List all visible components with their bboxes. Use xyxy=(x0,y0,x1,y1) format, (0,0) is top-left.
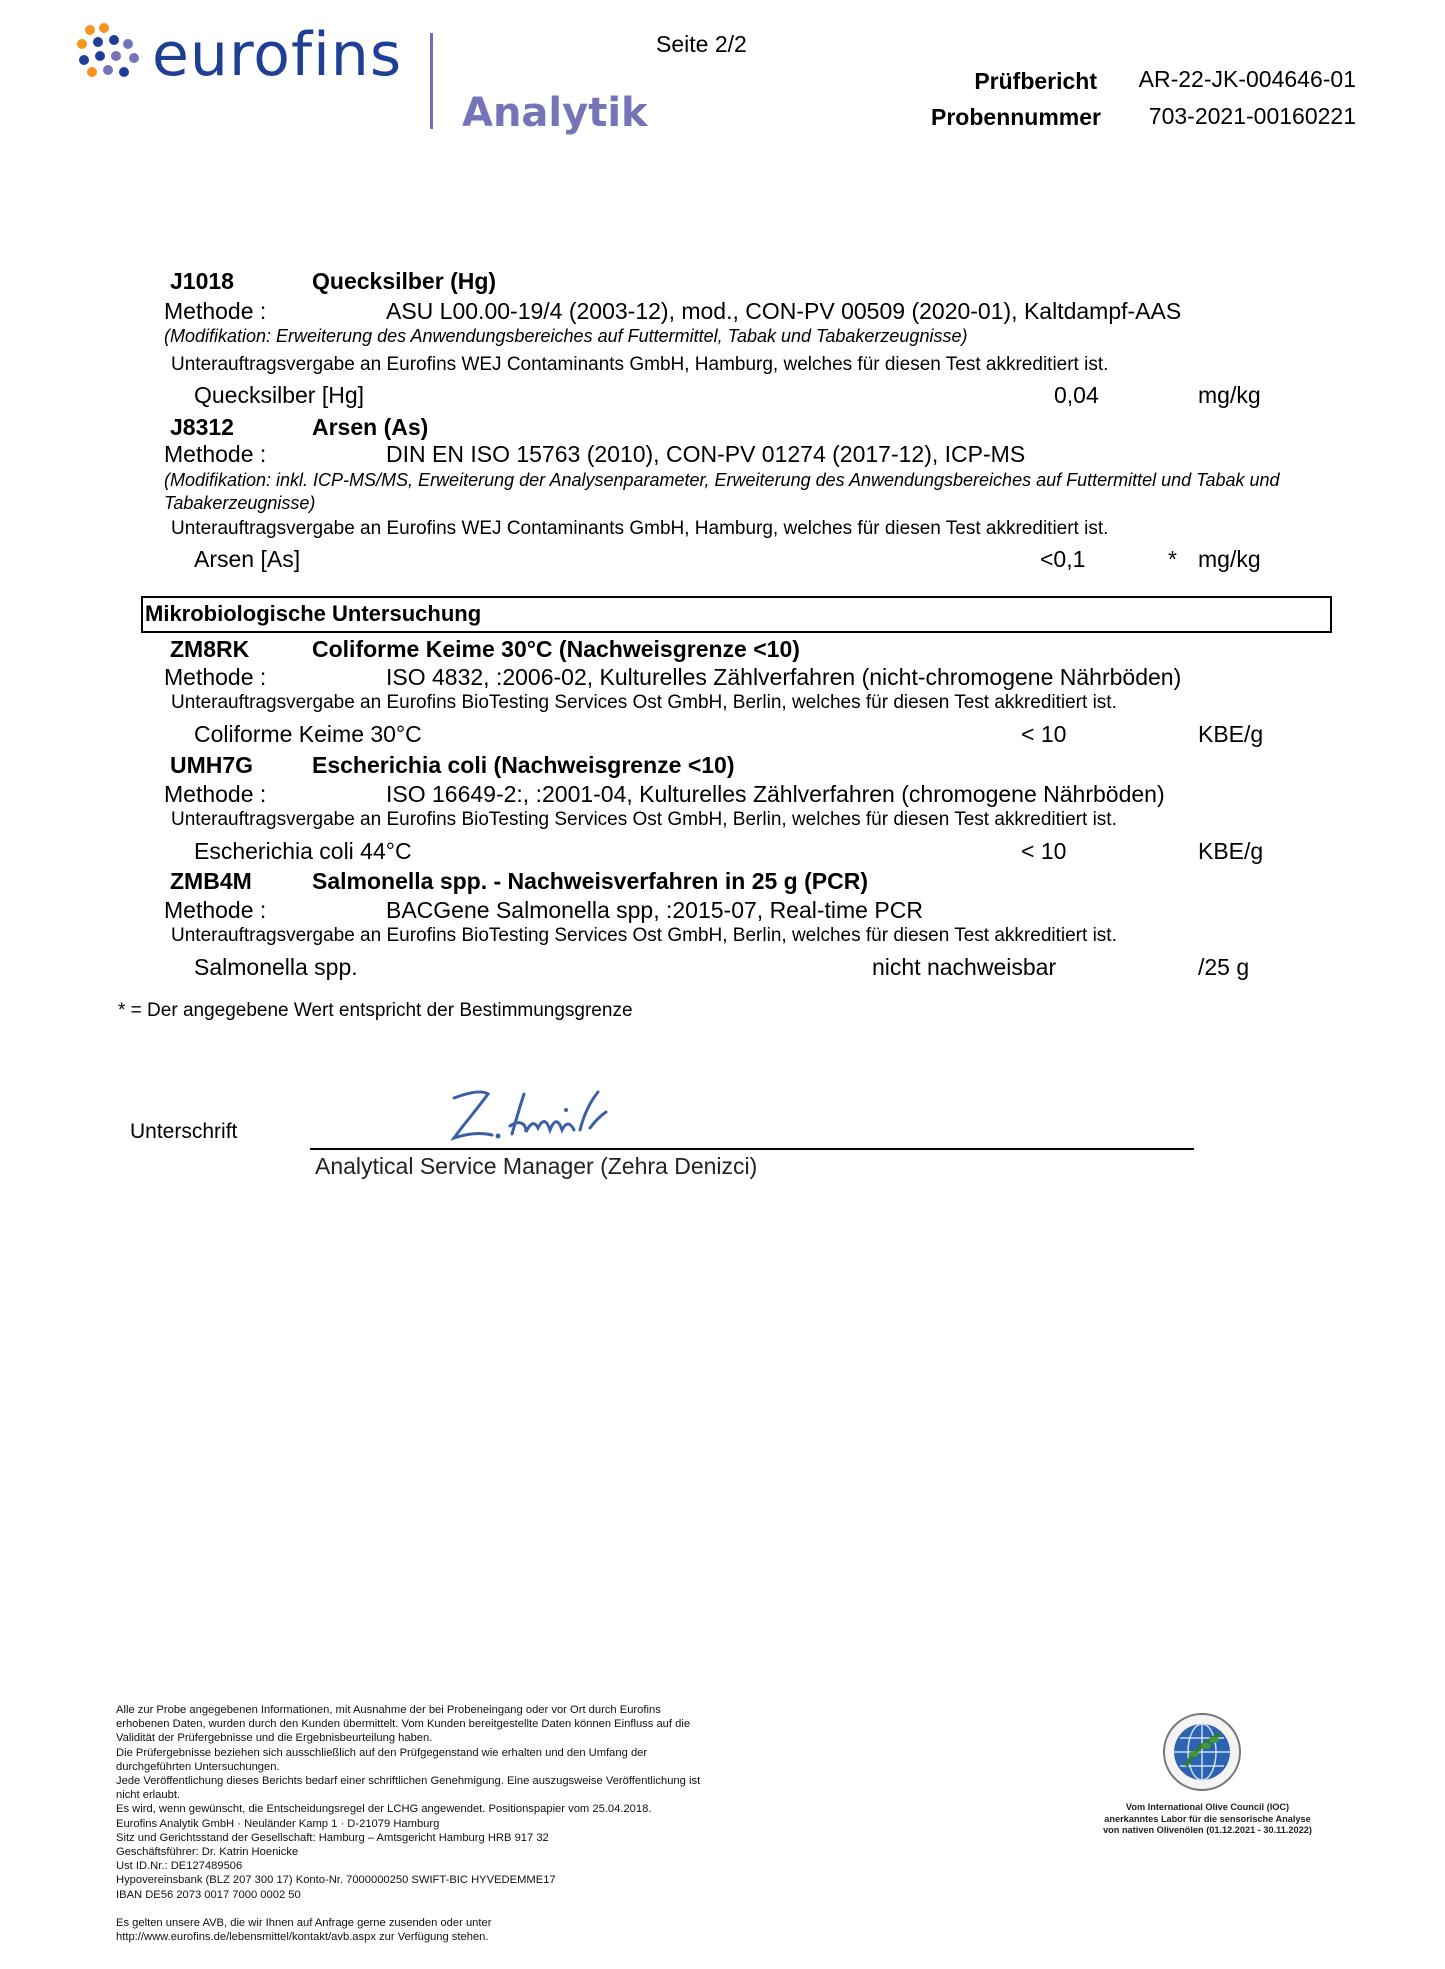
section-title: Mikrobiologische Untersuchung xyxy=(145,601,482,626)
subcontract-note: Unterauftragsvergabe an Eurofins BioTesting Services Ost GmbH, Berlin, welches für diesen Test akkreditiert ist. xyxy=(171,692,1117,713)
test-title: Escherichia coli (Nachweisgrenze <10) xyxy=(312,752,735,778)
test-code: J1018 xyxy=(170,268,234,294)
method-label: Methode : xyxy=(164,781,267,807)
method-text: BACGene Salmonella spp, :2015-07, Real-time PCR xyxy=(386,897,923,923)
result-value: 0,04 xyxy=(1054,382,1099,408)
method-modification: (Modifikation: Erweiterung des Anwendungsbereiches auf Futtermittel, Tabak und Tabakerzeugnisse) xyxy=(164,326,968,346)
eurofins-logo-mark xyxy=(74,20,146,91)
method-text: ISO 4832, :2006-02, Kulturelles Zählverfahren (nicht-chromogene Nährböden) xyxy=(386,664,1182,690)
result-value: <0,1 xyxy=(1040,546,1086,572)
subcontract-note: Unterauftragsvergabe an Eurofins WEJ Contaminants GmbH, Hamburg, welches für diesen Test akkreditiert ist. xyxy=(171,354,1109,375)
result-name: Salmonella spp. xyxy=(194,954,358,980)
subcontract-note: Unterauftragsvergabe an Eurofins BioTesting Services Ost GmbH, Berlin, welches für diesen Test akkreditiert ist. xyxy=(171,809,1117,830)
result-unit: /25 g xyxy=(1198,954,1250,980)
result-unit: mg/kg xyxy=(1198,382,1261,408)
test-title: Coliforme Keime 30°C (Nachweisgrenze <10) xyxy=(312,636,800,662)
method-text: ISO 16649-2:, :2001-04, Kulturelles Zählverfahren (chromogene Nährböden) xyxy=(386,781,1165,807)
signature-caption: Analytical Service Manager (Zehra Denizci) xyxy=(315,1153,758,1179)
result-unit: mg/kg xyxy=(1198,546,1261,572)
signature-line xyxy=(310,1148,1194,1150)
result-unit: KBE/g xyxy=(1198,721,1264,747)
method-text: DIN EN ISO 15763 (2010), CON-PV 01274 (2017-12), ICP-MS xyxy=(386,441,1026,467)
signature-label: Unterschrift xyxy=(130,1120,238,1143)
sample-label: Probennummer xyxy=(931,104,1101,130)
result-unit: KBE/g xyxy=(1198,838,1264,864)
logo-divider xyxy=(430,33,433,129)
method-label: Methode : xyxy=(164,664,267,690)
result-value: nicht nachweisbar xyxy=(872,954,1057,980)
test-code: ZMB4M xyxy=(170,868,252,894)
page-number: Seite 2/2 xyxy=(656,31,747,57)
result-name: Arsen [As] xyxy=(194,546,301,572)
report-label: Prüfbericht xyxy=(974,68,1097,94)
handwritten-signature xyxy=(440,1080,640,1155)
report-number: AR-22-JK-004646-01 xyxy=(1138,66,1356,92)
method-label: Methode : xyxy=(164,441,267,467)
test-code: J8312 xyxy=(170,414,234,440)
method-modification: (Modifikation: inkl. ICP-MS/MS, Erweiterung der Analysenparameter, Erweiterung des Anwendungsbereiches auf Futtermittel und Tabak und Tabakerzeugnisse) xyxy=(164,470,1280,513)
test-code: ZM8RK xyxy=(170,636,250,662)
legal-notice: Alle zur Probe angegebenen Informationen, mit Ausnahme der bei Probeneingang oder vor Ort durch Eurofins erhobenen Daten, wurden durch den Kunden übermittelt. Vom Kunden bereitgestellte Daten können Einfluss auf die Validität der Prüfergebnisse und die Ergebnisbeurteilung haben. Die Prüfergebnisse beziehen sich ausschließlich auf den Prüfgegenstand wie erhalten und den Umfang der durchgeführten Untersuchungen. Jede Veröffentlichung dieses Berichts bedarf einer schriftlichen Genehmigung. Eine auszugsweise Veröffentlichung ist nicht erlaubt. Es wird, wenn gewünscht, die Entscheidungsregel der LCHG angewendet. Positionspapier vom 25.04.2018. Eurofins Analytik GmbH · Neuländer Kamp 1 · D-21079 Hamburg Sitz und Gerichtsstand der Gesellschaft: Hamburg – Amtsgericht Hamburg HRB 917 32 Geschäftsführer: Dr. Katrin Hoenicke Ust ID.Nr.: DE127489506 Hypovereinsbank (BLZ 207 300 17) Konto-Nr. 7000000250 SWIFT-BIC HYVEDEMME17 IBAN DE56 2073 0017 7000 0002 50 Es gelten unsere AVB, die wir Ihnen auf Anfrage gerne zusenden oder unter http://www.eurofins.de/lebensmittel/kontakt/avb.aspx zur Verfügung stehen. xyxy=(116,1704,701,1944)
test-title: Arsen (As) xyxy=(312,414,429,440)
logo-text: eurofins xyxy=(152,20,403,90)
result-value: < 10 xyxy=(1021,721,1067,747)
method-text: ASU L00.00-19/4 (2003-12), mod., CON-PV 00509 (2020-01), Kaltdampf-AAS xyxy=(386,298,1182,324)
result-name: Quecksilber [Hg] xyxy=(194,382,365,408)
subcontract-note: Unterauftragsvergabe an Eurofins BioTesting Services Ost GmbH, Berlin, welches für diesen Test akkreditiert ist. xyxy=(171,925,1117,946)
ioc-seal-icon xyxy=(1160,1710,1244,1799)
result-name: Coliforme Keime 30°C xyxy=(194,721,422,747)
result-value: < 10 xyxy=(1021,838,1067,864)
footnote: * = Der angegebene Wert entspricht der Bestimmungsgrenze xyxy=(118,1000,633,1021)
subcontract-note: Unterauftragsvergabe an Eurofins WEJ Contaminants GmbH, Hamburg, welches für diesen Test akkreditiert ist. xyxy=(171,518,1109,539)
method-label: Methode : xyxy=(164,897,267,923)
method-label: Methode : xyxy=(164,298,267,324)
result-limit-star: * xyxy=(1168,546,1177,572)
test-code: UMH7G xyxy=(170,752,254,778)
logo-subtitle: Analytik xyxy=(462,90,648,136)
sample-number: 703-2021-00160221 xyxy=(1148,103,1356,129)
test-title: Quecksilber (Hg) xyxy=(312,268,497,294)
ioc-accreditation-text: Vom International Olive Council (IOC) anerkanntes Labor für die sensorische Analyse von nativen Olivenölen (01.12.2021 - 30.11.2022) xyxy=(1103,1802,1312,1835)
test-title: Salmonella spp. - Nachweisverfahren in 25 g (PCR) xyxy=(312,868,868,894)
result-name: Escherichia coli 44°C xyxy=(194,838,412,864)
